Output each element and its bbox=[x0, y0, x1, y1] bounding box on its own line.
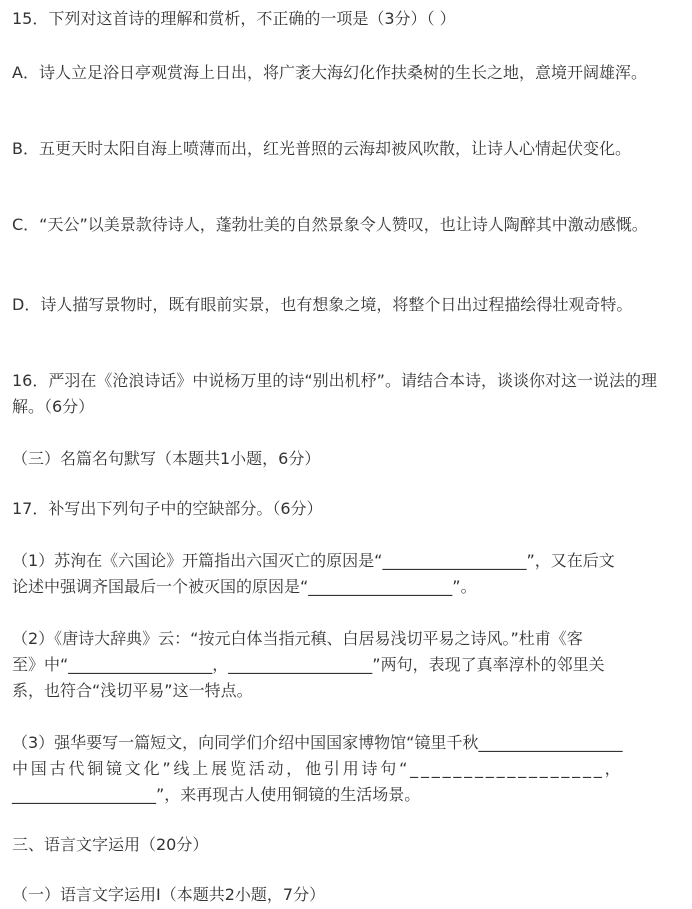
question-17-item-2-line-3: 系，也符合“浅切平易”这一特点。 bbox=[12, 681, 253, 700]
question-16-stem: 16．严羽在《沧浪诗话》中说杨万里的诗“别出机杼”。请结合本诗，谈谈你对这一说法的理解。（6分） bbox=[12, 371, 657, 416]
question-15-option-d: D．诗人描写景物时，既有眼前实景，也有想象之境，将整个日出过程描绘得壮观奇特。 bbox=[12, 295, 633, 314]
question-17-item-1-line-2: 论述中强调齐国最后一个被灭国的原因是“__________________”。 bbox=[12, 577, 477, 596]
question-17-stem: 17．补写出下列句子中的空缺部分。（6分） bbox=[12, 499, 323, 518]
section-3-title: （三）名篇名句默写（本题共1小题，6分） bbox=[12, 449, 321, 468]
question-17-item-2-line-2: 至》中“__________________，__________________”两句，表现了真率淳朴的邻里关 bbox=[12, 655, 605, 674]
question-15-option-b: B．五更天时太阳自海上喷薄而出，红光普照的云海却被风吹散，让诗人心情起伏变化。 bbox=[12, 139, 631, 158]
question-17-item-3-line-3: __________________”，来再现古人使用铜镜的生活场景。 bbox=[12, 785, 421, 804]
question-15-option-c: C．“天公”以美景款待诗人，蓬勃壮美的自然景象令人赞叹，也让诗人陶醉其中激动感慨。 bbox=[12, 215, 648, 234]
question-17-item-1-line-1: （1）苏洵在《六国论》开篇指出六国灭亡的原因是“__________________”，又在后文 bbox=[12, 551, 615, 570]
question-17-item-3-line-2: 中国古代铜镜文化”线上展览活动，他引用诗句“__________________， bbox=[12, 759, 624, 778]
question-17-item-2-line-1: （2）《唐诗大辞典》云：“按元白体当指元稹、白居易浅切平易之诗风。”杜甫《客 bbox=[12, 629, 583, 648]
question-15-stem: 15．下列对这首诗的理解和赏析，不正确的一项是（3分）（ ） bbox=[12, 9, 456, 28]
question-17-item-3-line-1: （3）强华要写一篇短文，向同学们介绍中国国家博物馆“镜里千秋__________________ bbox=[12, 733, 623, 752]
subsection-1-title: （一）语言文字运用Ⅰ（本题共2小题，7分） bbox=[12, 885, 326, 904]
question-15-option-a: A．诗人立足浴日亭观赏海上日出，将广袤大海幻化作扶桑树的生长之地，意境开阔雄浑。 bbox=[12, 63, 647, 82]
part-3-title: 三、语言文字运用（20分） bbox=[12, 835, 209, 854]
